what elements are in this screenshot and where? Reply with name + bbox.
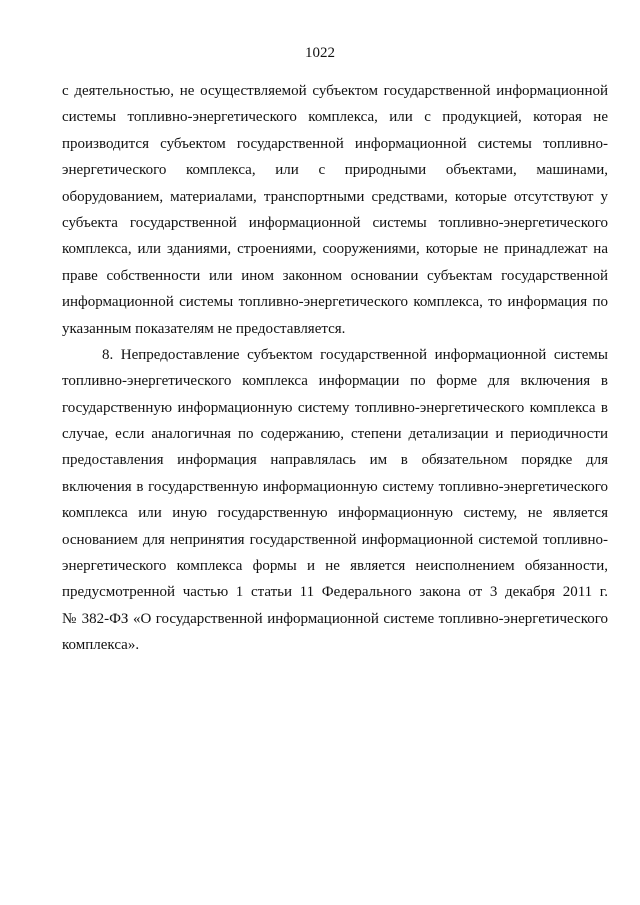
- text-line: комплекса или иную государственную информационную систему, не является: [62, 505, 608, 522]
- text-line: системы топливно-энергетического комплекса, или с продукцией, которая не: [62, 109, 608, 126]
- paragraph-continuation: [62, 78, 608, 342]
- text-line: основанием для непринятия государственной информационной системой топливно-: [62, 531, 608, 548]
- body-text: [62, 78, 608, 659]
- text-line: включения в государственную информационную систему топливно-энергетического: [62, 478, 608, 495]
- text-line: 8. Непредоставление субъектом государственной информационной системы: [102, 346, 608, 363]
- text-line: праве собственности или ином законном основании субъектам государственной: [62, 267, 608, 284]
- text-line: комплекса».: [62, 637, 140, 654]
- text-line: топливно-энергетического комплекса информации по форме для включения в: [62, 373, 608, 390]
- text-line: информационной системы топливно-энергетического комплекса, то информация по: [62, 294, 608, 311]
- text-line: с деятельностью, не осуществляемой субъектом государственной информационной: [62, 83, 608, 99]
- text-line: № 382-ФЗ «О государственной информационной системе топливно-энергетического: [62, 610, 608, 627]
- text-line: указанным показателям не предоставляется.: [62, 320, 346, 337]
- text-line: энергетического комплекса формы и не является неисполнением обязанности,: [62, 558, 608, 575]
- text-line: производится субъектом государственной информационной системы топливно-: [62, 135, 608, 152]
- paragraph-item-8: [62, 342, 608, 659]
- text-line: государственную информационную систему топливно-энергетического комплекса в: [62, 399, 608, 416]
- text-line: предусмотренной частью 1 статьи 11 Федерального закона от 3 декабря 2011 г.: [62, 584, 608, 601]
- text-line: энергетического комплекса, или с природными объектами, машинами,: [62, 162, 608, 179]
- text-line: предоставления информация направлялась им в обязательном порядке для: [62, 452, 608, 469]
- text-line: оборудованием, материалами, транспортными средствами, которые отсутствуют у: [62, 188, 608, 205]
- text-line: комплекса, или зданиями, строениями, сооружениями, которые не принадлежат на: [62, 241, 608, 258]
- text-line: субъекта государственной информационной системы топливно-энергетического: [62, 214, 608, 231]
- page-number: 1022: [305, 45, 335, 61]
- text-line: случае, если аналогичная по содержанию, степени детализации и периодичности: [62, 426, 608, 443]
